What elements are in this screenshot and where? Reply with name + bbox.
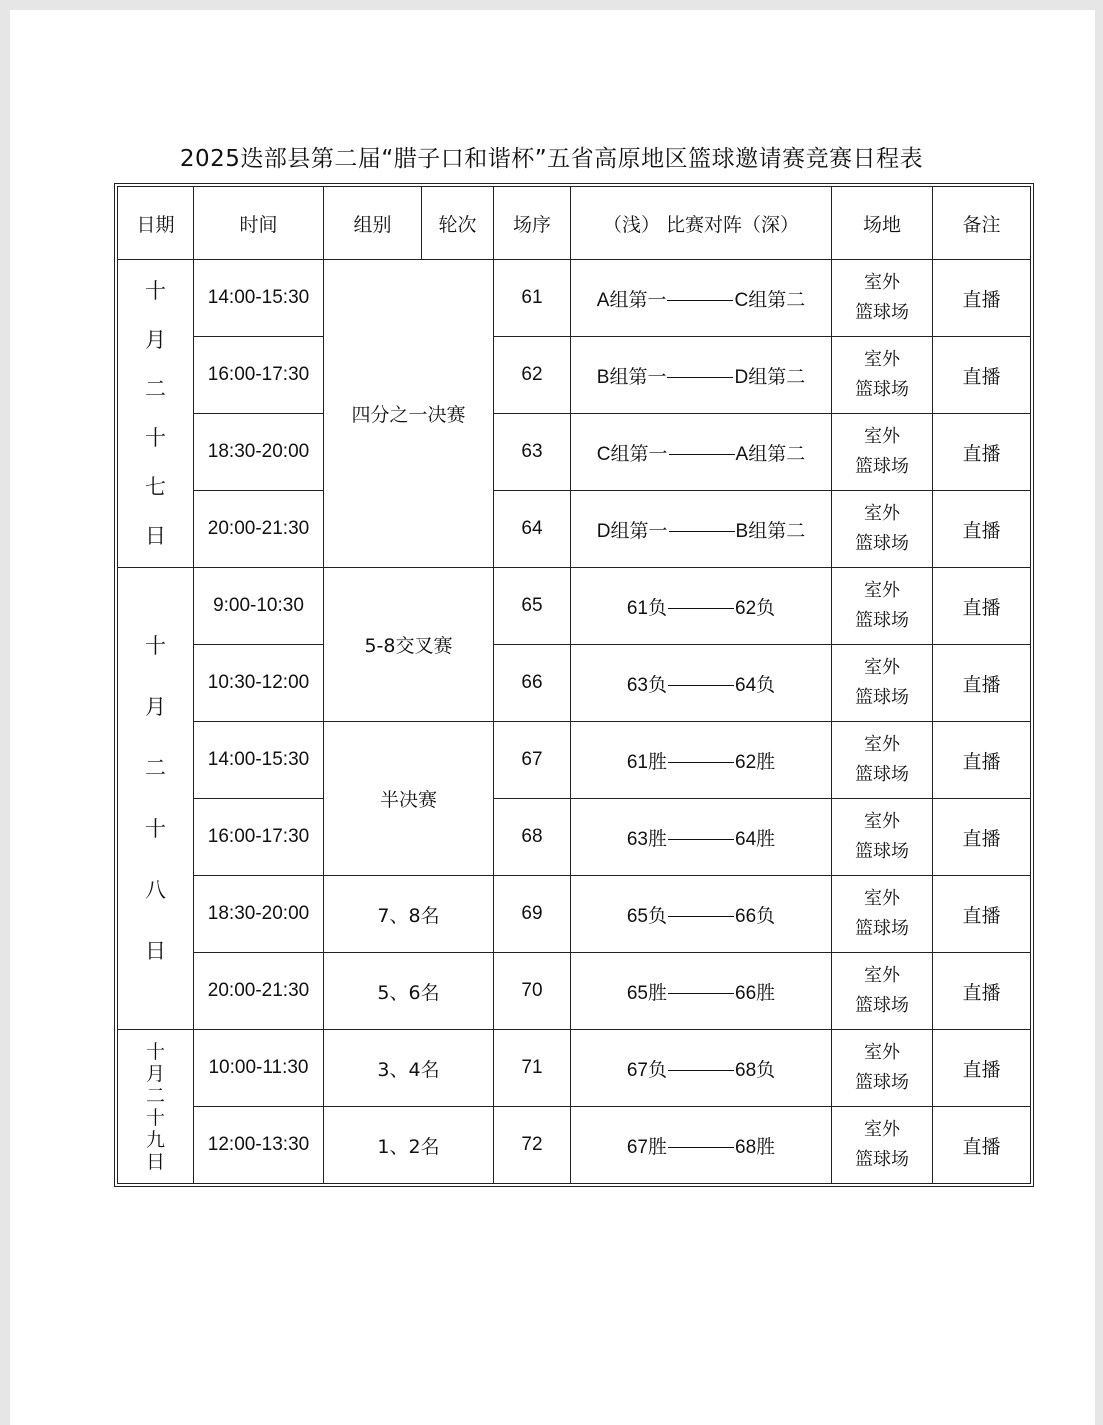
match-cell: 67胜 68胜 [571,1107,832,1184]
match-cell: 61胜 62胜 [571,722,832,799]
order-cell: 65 [494,568,571,645]
match-cell: 65胜 66胜 [571,953,832,1030]
schedule-table [117,186,1031,1184]
stage-cell: 3、4名 [324,1030,494,1107]
header-date: 日期 [118,187,194,260]
venue-cell: 室外 篮球场 [832,1107,933,1184]
time-cell: 14:00-15:30 [194,260,324,337]
header-row [118,187,1031,260]
venue-cell: 室外 篮球场 [832,491,933,568]
time-cell: 10:30-12:00 [194,645,324,722]
note-cell: 直播 [933,568,1031,645]
header-match: （浅） 比赛对阵（深） [571,187,832,260]
time-cell: 20:00-21:30 [194,491,324,568]
page-title: 2025迭部县第二届“腊子口和谐杯”五省高原地区篮球邀请赛竞赛日程表 [179,146,924,172]
match-cell: 63负 64负 [571,645,832,722]
order-cell: 70 [494,953,571,1030]
note-cell: 直播 [933,260,1031,337]
order-cell: 62 [494,337,571,414]
venue-cell: 室外 篮球场 [832,260,933,337]
time-cell: 10:00-11:30 [194,1030,324,1107]
stage-cell: 7、8名 [324,876,494,953]
table-row [118,491,1031,568]
header-note: 备注 [933,187,1031,260]
venue-cell: 室外 篮球场 [832,645,933,722]
table-row [118,876,1031,953]
venue-cell: 室外 篮球场 [832,953,933,1030]
table-row [118,568,1031,645]
header-time: 时间 [194,187,324,260]
match-cell: 63胜 64胜 [571,799,832,876]
table-row [118,953,1031,1030]
venue-cell: 室外 篮球场 [832,1030,933,1107]
header-group: 组别 [324,187,422,260]
stage-cell: 5、6名 [324,953,494,1030]
table-row [118,645,1031,722]
note-cell: 直播 [933,414,1031,491]
venue-cell: 室外 篮球场 [832,722,933,799]
table-row [118,337,1031,414]
date-cell: 十 月 二 十 八 日 [118,568,194,1030]
time-cell: 9:00-10:30 [194,568,324,645]
stage-cell: 半决赛 [324,722,494,876]
stage-cell: 四分之一决赛 [324,260,494,568]
time-cell: 16:00-17:30 [194,799,324,876]
table-row [118,722,1031,799]
note-cell: 直播 [933,799,1031,876]
note-cell: 直播 [933,337,1031,414]
header-round: 轮次 [422,187,494,260]
note-cell: 直播 [933,722,1031,799]
note-cell: 直播 [933,876,1031,953]
venue-cell: 室外 篮球场 [832,799,933,876]
note-cell: 直播 [933,953,1031,1030]
match-cell: C组第一 A组第二 [571,414,832,491]
order-cell: 63 [494,414,571,491]
match-cell: 61负 62负 [571,568,832,645]
venue-cell: 室外 篮球场 [832,876,933,953]
date-cell: 十 月 二 十 七 日 [118,260,194,568]
note-cell: 直播 [933,1107,1031,1184]
match-cell: A组第一 C组第二 [571,260,832,337]
order-cell: 64 [494,491,571,568]
note-cell: 直播 [933,1030,1031,1107]
order-cell: 61 [494,260,571,337]
match-cell: 65负 66负 [571,876,832,953]
order-cell: 72 [494,1107,571,1184]
table-row [118,1107,1031,1184]
schedule-table-frame [114,183,1034,1187]
time-cell: 20:00-21:30 [194,953,324,1030]
table-row [118,414,1031,491]
match-cell: 67负 68负 [571,1030,832,1107]
venue-cell: 室外 篮球场 [832,414,933,491]
time-cell: 16:00-17:30 [194,337,324,414]
stage-cell: 1、2名 [324,1107,494,1184]
time-cell: 18:30-20:00 [194,876,324,953]
stage-cell: 5-8交叉赛 [324,568,494,722]
match-cell: B组第一 D组第二 [571,337,832,414]
date-cell: 十 月 二 十 九 日 [118,1030,194,1184]
match-cell: D组第一 B组第二 [571,491,832,568]
note-cell: 直播 [933,491,1031,568]
venue-cell: 室外 篮球场 [832,337,933,414]
header-venue: 场地 [832,187,933,260]
header-order: 场序 [494,187,571,260]
venue-cell: 室外 篮球场 [832,568,933,645]
table-row [118,1030,1031,1107]
order-cell: 66 [494,645,571,722]
order-cell: 71 [494,1030,571,1107]
order-cell: 67 [494,722,571,799]
time-cell: 12:00-13:30 [194,1107,324,1184]
note-cell: 直播 [933,645,1031,722]
time-cell: 18:30-20:00 [194,414,324,491]
order-cell: 69 [494,876,571,953]
time-cell: 14:00-15:30 [194,722,324,799]
order-cell: 68 [494,799,571,876]
table-row [118,799,1031,876]
table-row [118,260,1031,337]
